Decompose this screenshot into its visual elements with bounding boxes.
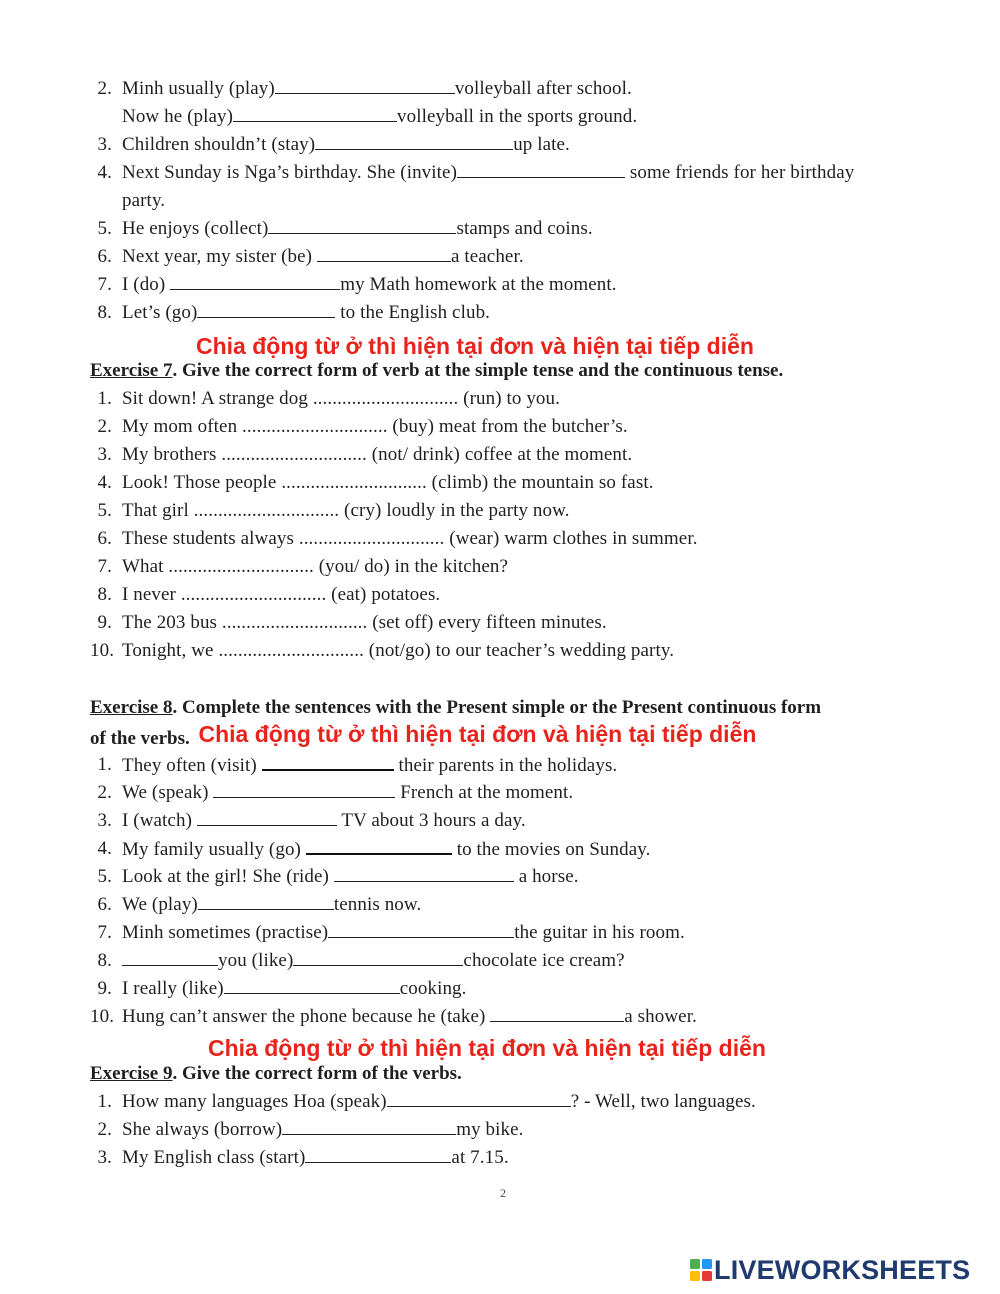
answer-blank[interactable] — [328, 921, 514, 938]
instruction-note: Chia động từ ở thì hiện tại đơn và hiện tại tiếp diễn — [198, 721, 757, 747]
answer-blank[interactable] — [334, 865, 514, 882]
answer-blank[interactable] — [262, 753, 394, 771]
answer-blank[interactable] — [293, 949, 463, 966]
answer-blank[interactable] — [213, 781, 395, 798]
answer-blank[interactable] — [282, 1118, 456, 1135]
answer-blank[interactable] — [387, 1090, 571, 1107]
brand-name: LIVEWORKSHEETS — [714, 1254, 971, 1285]
answer-blank[interactable] — [170, 273, 340, 290]
page-number: 2 — [500, 1186, 506, 1200]
answer-blank[interactable] — [275, 77, 455, 94]
answer-blank[interactable] — [268, 217, 456, 234]
answer-blank[interactable] — [122, 949, 218, 966]
exercise-8-title: Exercise 8. Complete the sentences with the Present simple or the Present continuous form — [90, 697, 822, 718]
worksheet-page: 2. Minh usually (play) volleyball after school. Now he (play) volleyball in the sports ground. 3. Children shouldn’t (stay) up late. 4. Next Sunday is Nga’s birthday. She (invite) some friends for her birthday party. 5. He enjoys (collect) stamps and coins. 6. Next year, my sister (be) a teacher. 7. I (do) my Math homework at the moment. 8. Let’s (go) to the English club. Chia động từ ở thì hiện tại đơn và hiện tại tiếp diễn Exercise 7. Give the correct form of verb at the simple tense and the continuous tense. 1. Sit down! A strange dog .............................. (run) to you. 2. My mom often .............................. (buy) meat from the butcher’s. 3. My brothers .............................. (not/ drink) coffee at the moment. 4. Look! Those people .............................. (climb) the mountain so fast. 5. That girl .............................. (cry) loudly in the party now. 6. These students always .............................. (wear) warm clothes in summer. 7. What .............................. (you/ do) in the kitchen? 8. I never .............................. (eat) potatoes. 9. The 203 bus .............................. (set off) every fifteen minutes. 10. Tonight, we .............................. (not/go) to our teacher’s wedding party. Exercise 8. Complete the sentences with the Present simple or the Present continuous form of the verbs. Chia động từ ở thì hiện tại đơn và hiện tại tiếp diễn 1. They often (visit) their parents in the holidays. 2. We (speak) French at the moment. 3. I (watch) TV about 3 hours a day. 4. My family usually (go) to the movies on Sunday. 5. Look at the girl! She (ride) a horse. 6. We (play) tennis now. 7. Minh sometimes (practise) the guitar in his room. 8. you (like) chocolate ice cream? 9. I really (like) cooking. 10. Hung can’t answer the phone because he (take) a shower. Chia động từ ở thì hiện tại đơn và hiện tại tiếp diễn Exercise 9. Give the correct form of the verbs. 1. How many languages Hoa (speak) ? - Well, two languages. 2. She always (borrow) my bike. 3. My English class (start) at 7.15. 2 LIVEWORKSHEETS — [90, 78, 971, 1285]
exercise-8-title-line2: of the verbs. Chia động từ ở thì hiện tại đơn và hiện tại tiếp diễn — [90, 721, 757, 749]
answer-blank[interactable] — [197, 301, 335, 318]
answer-blank[interactable] — [233, 105, 397, 122]
liveworksheets-logo-icon — [690, 1259, 712, 1281]
answer-blank[interactable] — [490, 1005, 624, 1022]
liveworksheets-brand[interactable] — [690, 1255, 970, 1285]
answer-blank[interactable] — [315, 133, 513, 150]
instruction-note: Chia động từ ở thì hiện tại đơn và hiện tại tiếp diễn — [208, 1035, 766, 1061]
answer-blank[interactable] — [224, 977, 400, 994]
instruction-note: Chia động từ ở thì hiện tại đơn và hiện tại tiếp diễn — [196, 333, 754, 359]
answer-blank[interactable] — [198, 893, 334, 910]
answer-blank[interactable] — [317, 245, 451, 262]
exercise-9-title: Exercise 9. Give the correct form of the verbs. — [90, 1063, 462, 1084]
answer-blank[interactable] — [306, 837, 452, 855]
answer-blank[interactable] — [305, 1146, 451, 1163]
answer-blank[interactable] — [457, 161, 625, 178]
exercise-7-title: Exercise 7. Give the correct form of verb at the simple tense and the continuous tense. — [90, 360, 784, 381]
answer-blank[interactable] — [197, 809, 337, 826]
